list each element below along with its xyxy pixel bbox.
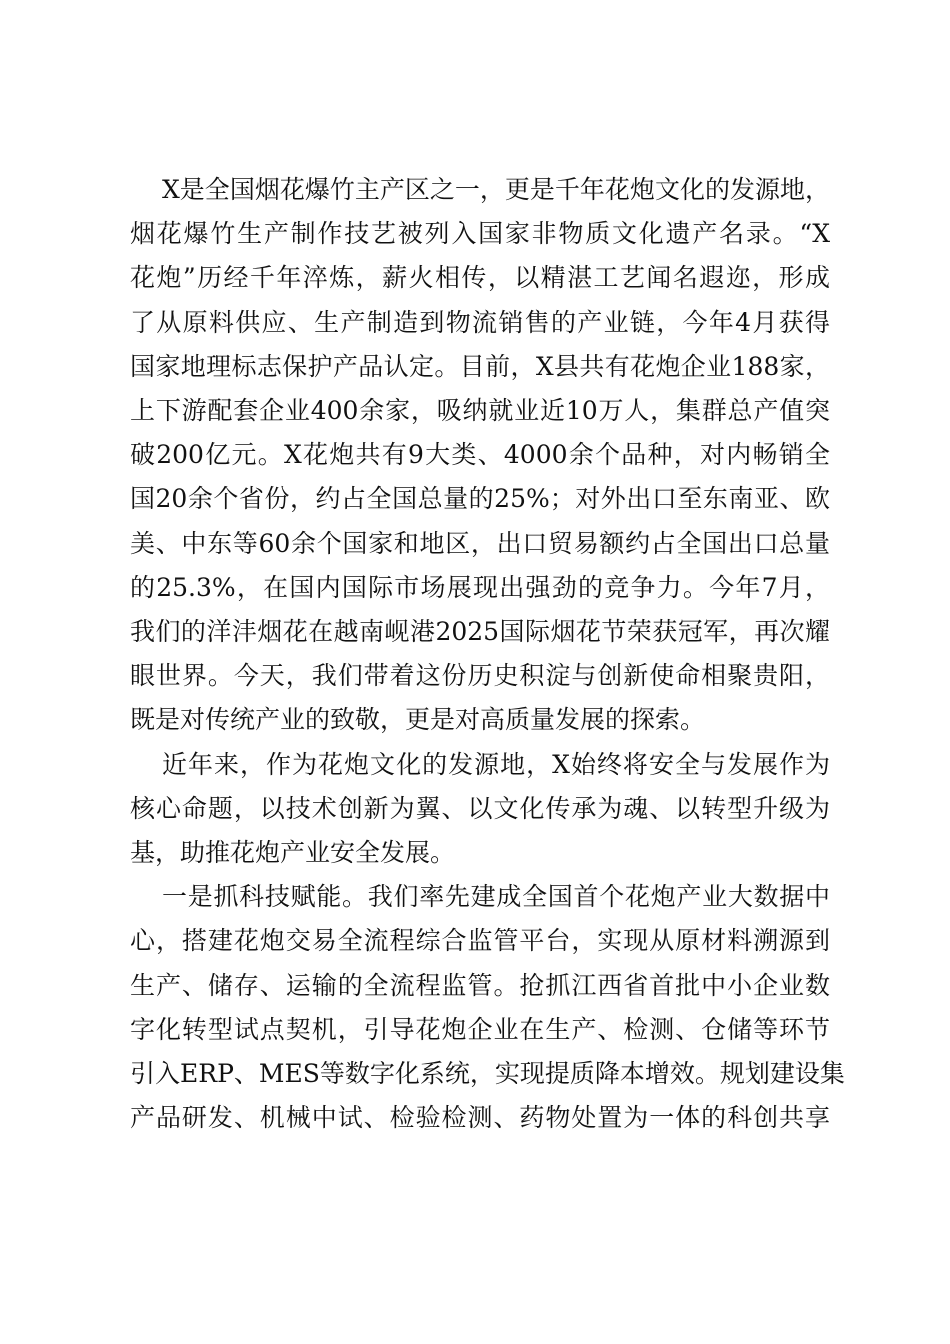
text-line: 核心命题，以技术创新为翼、以文化传承为魂、以转型升级为 [130,793,830,823]
text-line: 引入ERP、MES等数字化系统，实现提质降本增效。规划建设集 [130,1059,845,1088]
text-line: 上下游配套企业400余家，吸纳就业近10万人，集群总产值突 [130,396,830,425]
text-line: 国家地理标志保护产品认定。目前，X县共有花炮企业188家， [130,351,830,381]
text-line: 心，搭建花炮交易全流程综合监管平台，实现从原材料溯源到 [130,926,830,956]
text-line: 美、中东等60余个国家和地区，出口贸易额约占全国出口总量 [130,528,830,558]
text-line: 产品研发、机械中试、检验检测、药物处置为一体的科创共享 [130,1103,830,1133]
text-line: 眼世界。今天，我们带着这份历史积淀与创新使命相聚贵阳， [130,661,830,691]
text-line: 烟花爆竹生产制作技艺被列入国家非物质文化遗产名录。“X [130,219,830,249]
text-line: 破200亿元。X花炮共有9大类、4000余个品种，对内畅销全 [130,440,830,470]
text-line: 花炮”历经千年淬炼，薪火相传，以精湛工艺闻名遐迩，形成 [130,263,830,293]
text-line: 既是对传统产业的致敬，更是对高质量发展的探索。 [130,705,706,735]
text-line: 我们的洋沣烟花在越南岘港2025国际烟花节荣获冠军，再次耀 [130,617,830,646]
text-line: 基，助推花炮产业安全发展。 [130,838,456,867]
text-line: 近年来，作为花炮文化的发源地，X始终将安全与发展作为 [162,749,830,779]
text-line: 的25.3%，在国内国际市场展现出强劲的竞争力。今年7月， [130,572,830,602]
text-line: X是全国烟花爆竹主产区之一，更是千年花炮文化的发源地， [162,175,830,204]
text-line: 国20余个省份，约占全国总量的25%；对外出口至东南亚、欧 [130,484,830,514]
text-line: 一是抓科技赋能。我们率先建成全国首个花炮产业大数据中 [162,882,830,912]
text-line: 字化转型试点契机，引导花炮企业在生产、检测、仓储等环节 [130,1014,830,1044]
text-line: 生产、储存、运输的全流程监管。抢抓江西省首批中小企业数 [130,970,830,1000]
text-line: 了从原料供应、生产制造到物流销售的产业链，今年4月获得 [130,307,830,337]
